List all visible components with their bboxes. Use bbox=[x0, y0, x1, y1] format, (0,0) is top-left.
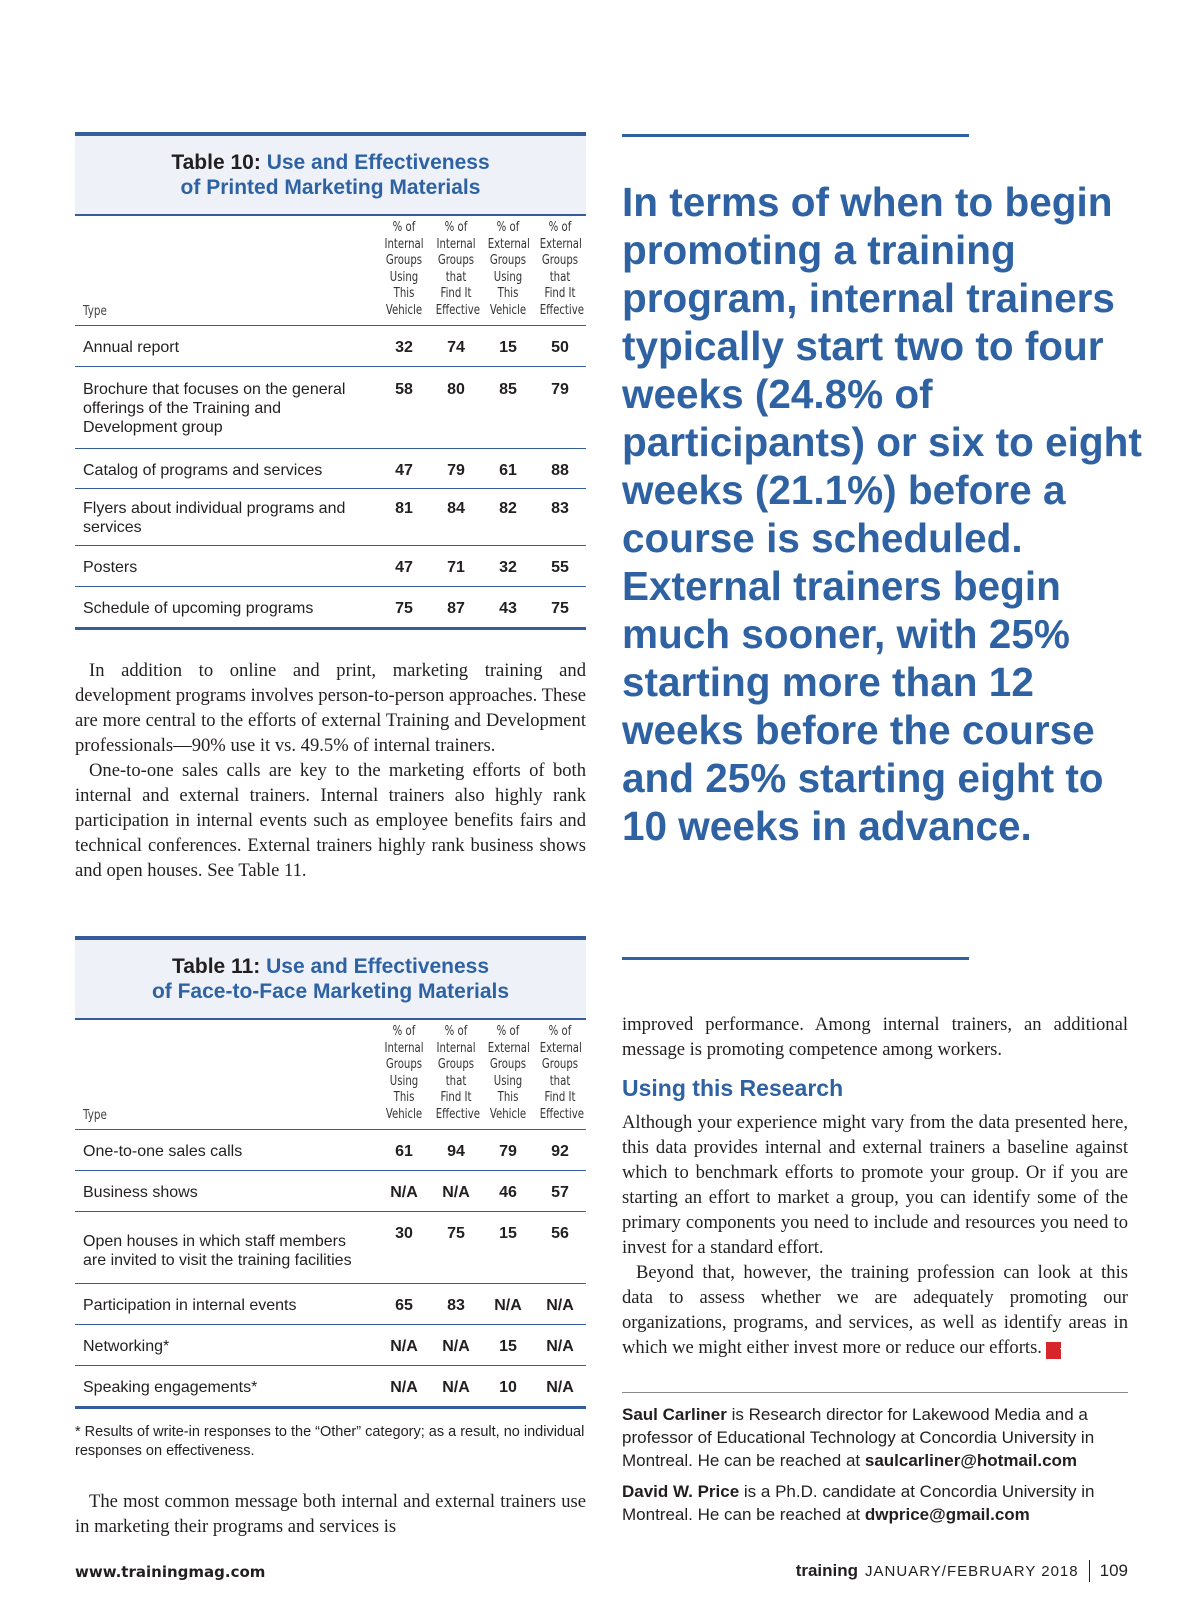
author-bio-text: is a Ph.D. candidate at Concordia University in Montreal. He can be reached at bbox=[622, 1482, 1095, 1524]
left-body-text-1 bbox=[75, 658, 586, 883]
row-type: Business shows bbox=[83, 1184, 198, 1201]
section-subhead: Using this Research bbox=[622, 1075, 844, 1101]
table-10-column-headers bbox=[75, 214, 586, 326]
row-type: Flyers about individual programs and services bbox=[83, 500, 346, 536]
table-row bbox=[75, 449, 586, 489]
table-10-title-line2: of Printed Marketing Materials bbox=[180, 176, 481, 199]
cell-value: 83 bbox=[551, 500, 569, 517]
cell-value: 79 bbox=[499, 1143, 517, 1160]
cell-value: N/A bbox=[390, 1379, 418, 1396]
cell-value: 15 bbox=[499, 339, 517, 356]
cell-value: 55 bbox=[551, 559, 569, 576]
cell-value: 79 bbox=[551, 381, 569, 398]
column-header: % of Internal Groups that Find It Effective bbox=[435, 220, 480, 318]
author-name: David W. Price bbox=[622, 1482, 740, 1501]
cell-value: 47 bbox=[395, 462, 413, 479]
cell-value: 30 bbox=[395, 1225, 413, 1242]
table-row bbox=[75, 326, 586, 367]
cell-value: 94 bbox=[447, 1143, 465, 1160]
left-body-text-2 bbox=[75, 1489, 586, 1539]
cell-value: 61 bbox=[499, 462, 517, 479]
paragraph-text: Beyond that, however, the training profession can look at this data to assess whether we are adequately promoting our organizations, programs, and services, as well as identify areas in which we might either invest more or reduce our efforts. bbox=[622, 1262, 1128, 1358]
table-11 bbox=[75, 936, 586, 1409]
paragraph bbox=[622, 1260, 1128, 1360]
cell-value: 56 bbox=[551, 1225, 569, 1242]
cell-value: 80 bbox=[447, 381, 465, 398]
cell-value: 84 bbox=[447, 500, 465, 517]
cell-value: 87 bbox=[447, 600, 465, 617]
column-header: % of External Groups that Find It Effective bbox=[539, 1024, 584, 1122]
table-row bbox=[75, 1325, 586, 1366]
pull-quote: In terms of when to begin promoting a training program, internal trainers typically start two to four weeks (24.8% of participants) or six to eight weeks (21.1%) before a course is scheduled. External trainers begin much sooner, with 25% starting more than 12 weeks before the course and 25% starting eight to 10 weeks in advance. bbox=[622, 179, 1142, 849]
table-row bbox=[75, 1130, 586, 1171]
cell-value: 43 bbox=[499, 600, 517, 617]
cell-value: N/A bbox=[442, 1379, 470, 1396]
table-10-title-line1: Use and Effectiveness bbox=[266, 151, 490, 174]
cell-value: 57 bbox=[551, 1184, 569, 1201]
cell-value: 65 bbox=[395, 1297, 413, 1314]
author-bio-text: is Research director for Lakewood Media and a professor of Educational Technology at Concordia University in Montreal. He can be reached at bbox=[622, 1405, 1095, 1470]
cell-value: 58 bbox=[395, 381, 413, 398]
cell-value: 88 bbox=[551, 462, 569, 479]
author-name: Saul Carliner bbox=[622, 1405, 727, 1424]
cell-value: N/A bbox=[494, 1297, 522, 1314]
cell-value: 15 bbox=[499, 1225, 517, 1242]
row-type: Participation in internal events bbox=[83, 1297, 297, 1314]
cell-value: 83 bbox=[447, 1297, 465, 1314]
cell-value: N/A bbox=[546, 1297, 574, 1314]
cell-value: N/A bbox=[546, 1338, 574, 1355]
cell-value: 61 bbox=[395, 1143, 413, 1160]
cell-value: N/A bbox=[390, 1338, 418, 1355]
table-11-footnote: * Results of write-in responses to the “Other” category; as a result, no individual responses on effectiveness. bbox=[75, 1424, 585, 1459]
cell-value: 50 bbox=[551, 339, 569, 356]
row-type: Open houses in which staff members are invited to visit the training facilities bbox=[83, 1233, 352, 1269]
cell-value: 79 bbox=[447, 462, 465, 479]
cell-value: 85 bbox=[499, 381, 517, 398]
issue-date: JANUARY/FEBRUARY 2018 bbox=[865, 1562, 1079, 1580]
table-11-header bbox=[75, 936, 586, 1018]
row-type: One-to-one sales calls bbox=[83, 1143, 243, 1160]
paragraph: Although your experience might vary from the data presented here, this data provides internal and external trainers a baseline against which to benchmark efforts to promote your group. Or if you are starting an effort to market a group, you can identify some of the primary components you need to include and resources you need to invest for a standard effort. bbox=[622, 1112, 1128, 1258]
author-email-link[interactable]: saulcarliner@hotmail.com bbox=[864, 1451, 1078, 1470]
cell-value: 46 bbox=[499, 1184, 517, 1201]
cell-value: 75 bbox=[395, 600, 413, 617]
footer-url[interactable]: www.trainingmag.com bbox=[75, 1563, 266, 1581]
table-11-title-line1: Use and Effectiveness bbox=[266, 955, 490, 978]
paragraph: In addition to online and print, marketing training and development programs involves person-to-person approaches. These are more central to the efforts of external Training and Development professionals—90% use it vs. 49.5% of internal trainers. bbox=[75, 660, 586, 756]
table-10-body bbox=[75, 326, 586, 630]
table-row bbox=[75, 587, 586, 630]
right-body-text-2 bbox=[622, 1110, 1128, 1360]
type-column-header: Type bbox=[83, 1108, 107, 1123]
pull-quote-top-rule bbox=[622, 134, 969, 137]
cell-value: 32 bbox=[395, 339, 413, 356]
pull-quote-bottom-rule bbox=[622, 957, 969, 960]
page-number: 109 bbox=[1099, 1561, 1128, 1580]
cell-value: 92 bbox=[551, 1143, 569, 1160]
table-10 bbox=[75, 132, 586, 630]
cell-value: N/A bbox=[442, 1184, 470, 1201]
cell-value: 47 bbox=[395, 559, 413, 576]
table-row bbox=[75, 546, 586, 587]
table-10-header bbox=[75, 132, 586, 214]
folio-divider bbox=[1089, 1560, 1090, 1582]
type-column-header: Type bbox=[83, 304, 107, 319]
table-row bbox=[75, 367, 586, 449]
cell-value: 74 bbox=[447, 339, 465, 356]
magazine-brand: training bbox=[795, 1561, 859, 1580]
paragraph: improved performance. Among internal trainers, an additional message is promoting competence among workers. bbox=[622, 1014, 1128, 1060]
author-bio bbox=[622, 1480, 1128, 1526]
row-type: Posters bbox=[83, 559, 138, 576]
author-bio bbox=[622, 1403, 1128, 1472]
cell-value: 15 bbox=[499, 1338, 517, 1355]
column-header: % of Internal Groups that Find It Effective bbox=[435, 1024, 480, 1122]
table-11-title-line2: of Face-to-Face Marketing Materials bbox=[151, 980, 510, 1003]
column-header: % of External Groups Using This Vehicle bbox=[487, 1024, 530, 1122]
cell-value: 75 bbox=[551, 600, 569, 617]
cell-value: N/A bbox=[442, 1338, 470, 1355]
table-11-number: Table 11: bbox=[171, 955, 261, 978]
row-type: Annual report bbox=[83, 339, 180, 356]
author-email-link[interactable]: dwprice@gmail.com bbox=[864, 1505, 1030, 1524]
cell-value: N/A bbox=[546, 1379, 574, 1396]
bio-divider bbox=[622, 1392, 1128, 1393]
cell-value: 75 bbox=[447, 1225, 465, 1242]
table-11-body bbox=[75, 1130, 586, 1409]
row-type: Speaking engagements* bbox=[83, 1379, 258, 1396]
cell-value: 81 bbox=[395, 500, 413, 517]
table-10-number: Table 10: bbox=[171, 151, 261, 174]
cell-value: 32 bbox=[499, 559, 517, 576]
footer-folio bbox=[796, 1560, 1128, 1582]
column-header: % of External Groups that Find It Effective bbox=[539, 220, 584, 318]
cell-value: 10 bbox=[499, 1379, 517, 1396]
table-row bbox=[75, 1284, 586, 1325]
column-header: % of Internal Groups Using This Vehicle bbox=[384, 220, 424, 318]
row-type: Schedule of upcoming programs bbox=[83, 600, 314, 617]
row-type: Networking* bbox=[83, 1338, 170, 1355]
cell-value: 82 bbox=[499, 500, 517, 517]
column-header: % of External Groups Using This Vehicle bbox=[487, 220, 530, 318]
table-row bbox=[75, 489, 586, 546]
table-11-column-headers bbox=[75, 1018, 586, 1130]
row-type: Catalog of programs and services bbox=[83, 462, 323, 479]
table-row bbox=[75, 1171, 586, 1212]
paragraph: One-to-one sales calls are key to the marketing efforts of both internal and external trainers. Internal trainers also highly rank participation in internal events such as employee benefits fairs and technical conferences. External trainers highly rank business shows and open houses. See Table 11. bbox=[75, 760, 586, 881]
cell-value: 71 bbox=[447, 559, 465, 576]
cell-value: N/A bbox=[390, 1184, 418, 1201]
row-type: Brochure that focuses on the general offerings of the Training and Development group bbox=[83, 381, 346, 436]
table-row bbox=[75, 1366, 586, 1409]
column-header: % of Internal Groups Using This Vehicle bbox=[384, 1024, 424, 1122]
end-mark-icon: t bbox=[1046, 1342, 1061, 1359]
right-body-text-1 bbox=[622, 1012, 1128, 1062]
paragraph: The most common message both internal and external trainers use in marketing their programs and services is bbox=[75, 1491, 586, 1537]
table-row bbox=[75, 1212, 586, 1284]
